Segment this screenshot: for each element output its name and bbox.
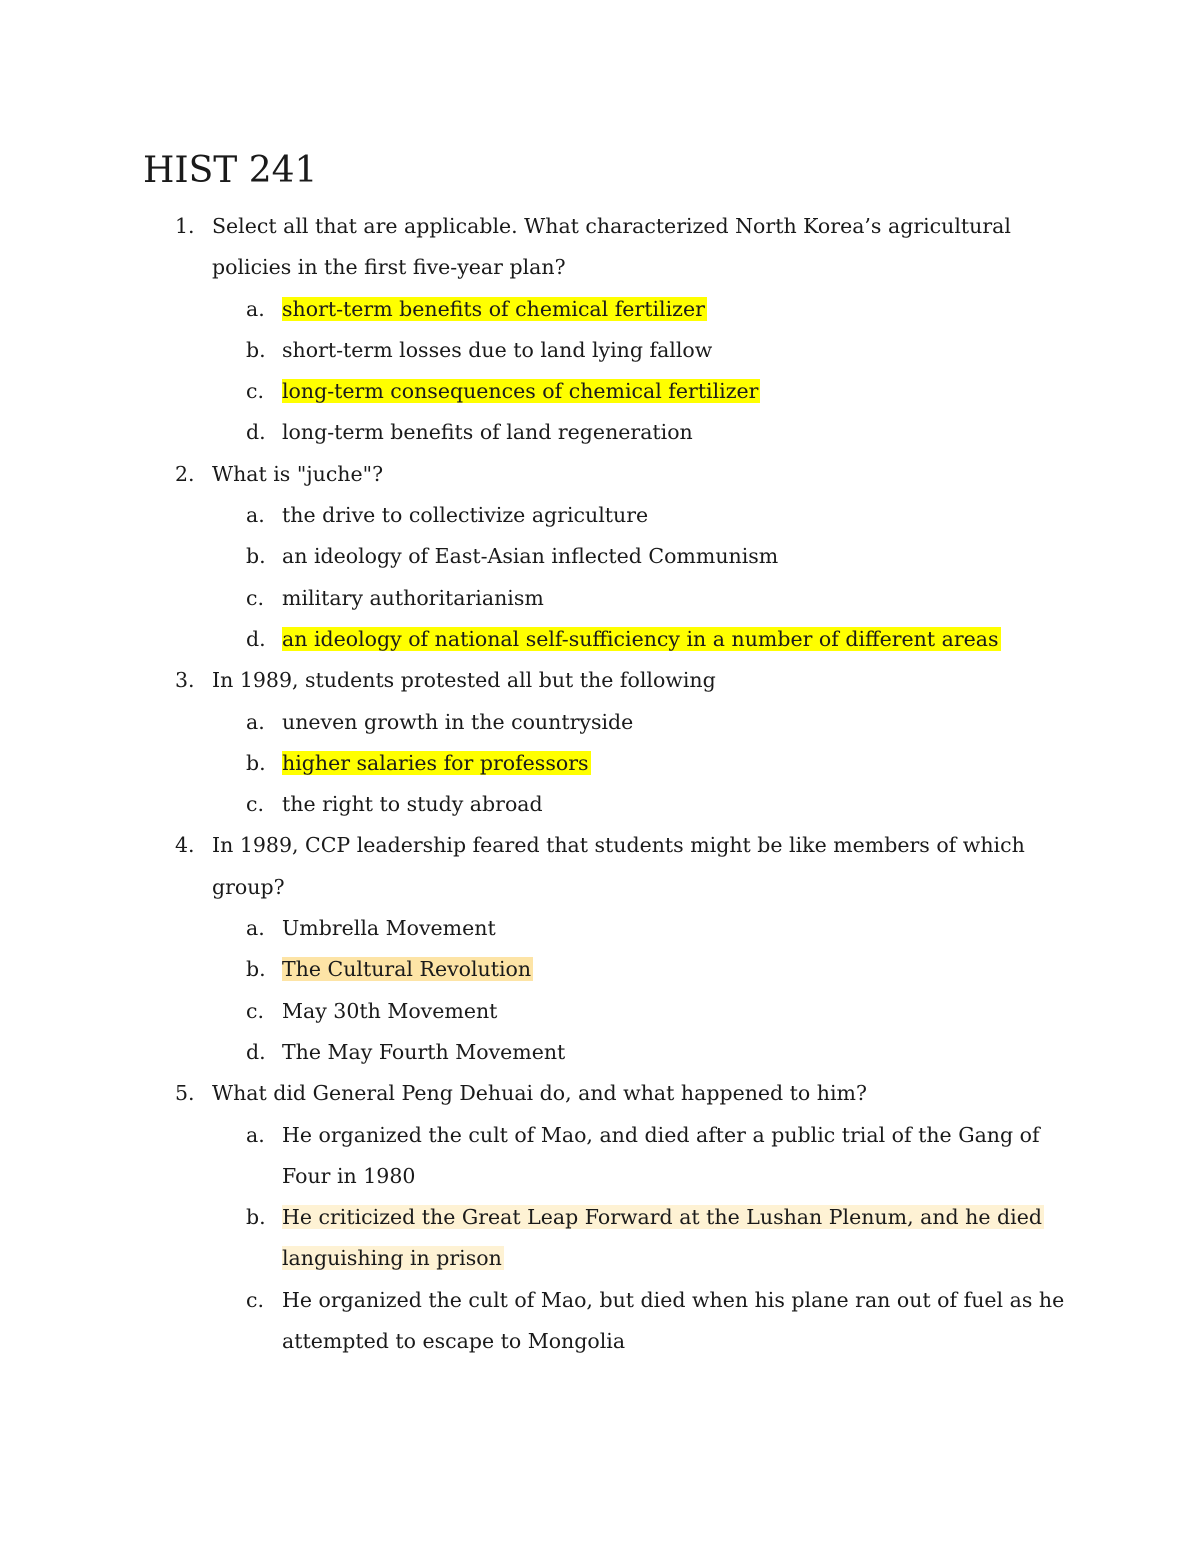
option-list xyxy=(212,1115,1073,1363)
option-text: the drive to collectivize agriculture xyxy=(282,503,649,528)
question-text: In 1989, CCP leadership feared that students might be like members of which group? xyxy=(212,833,1025,899)
option-4b xyxy=(212,949,1073,990)
highlight-mark xyxy=(246,379,760,404)
option-text: an ideology of East-Asian inflected Communism xyxy=(282,544,779,569)
highlight-mark xyxy=(246,626,1001,651)
question-number: 2. xyxy=(175,461,195,486)
option-1b xyxy=(212,330,1073,371)
option-text: He organized the cult of Mao, but died when his plane ran out of fuel as he attempted to escape to Mongolia xyxy=(282,1287,1065,1354)
option-2d xyxy=(212,619,1073,660)
option-text: higher salaries for professors xyxy=(282,750,589,775)
option-1c xyxy=(212,371,1073,412)
option-4d xyxy=(212,1032,1073,1073)
option-1d xyxy=(212,412,1073,453)
question-4 xyxy=(143,825,1073,1073)
document-title: HIST 241 xyxy=(143,150,318,191)
option-letter: c. xyxy=(246,585,264,610)
option-3c xyxy=(212,784,1073,825)
option-text: military authoritarianism xyxy=(282,585,544,610)
option-list xyxy=(212,702,1073,826)
option-list xyxy=(212,495,1073,660)
option-letter: b. xyxy=(246,544,266,569)
option-4a xyxy=(212,908,1073,949)
option-letter: b. xyxy=(246,957,266,982)
question-text: What is "juche"? xyxy=(212,461,384,486)
option-text: Umbrella Movement xyxy=(282,916,496,941)
option-2c xyxy=(212,578,1073,619)
highlight-mark xyxy=(246,750,591,775)
option-letter: c. xyxy=(246,379,264,404)
option-text: the right to study abroad xyxy=(282,792,543,817)
question-5 xyxy=(143,1073,1073,1362)
question-2 xyxy=(143,454,1073,660)
option-letter: a. xyxy=(246,916,265,941)
option-4c xyxy=(212,991,1073,1032)
option-text: short-term benefits of chemical fertilizer xyxy=(282,296,705,321)
option-text: an ideology of national self-sufficiency in a number of different areas xyxy=(282,626,999,651)
highlight-mark xyxy=(246,296,707,321)
option-letter: b. xyxy=(246,750,266,775)
option-text: The May Fourth Movement xyxy=(282,1039,566,1064)
option-list xyxy=(212,908,1073,1073)
question-1 xyxy=(143,206,1073,454)
question-number: 1. xyxy=(175,214,195,238)
question-text: Select all that are applicable. What characterized North Korea’s agricultural policies in the first five-year plan? xyxy=(212,214,1011,280)
question-number: 3. xyxy=(175,668,195,693)
option-list xyxy=(212,289,1073,454)
option-3b xyxy=(212,743,1073,784)
option-5a xyxy=(212,1115,1073,1198)
option-text: long-term consequences of chemical fertilizer xyxy=(282,379,759,404)
option-1a xyxy=(212,289,1073,330)
option-text: long-term benefits of land regeneration xyxy=(282,420,693,445)
option-letter: d. xyxy=(246,626,266,651)
option-3a xyxy=(212,702,1073,743)
question-3 xyxy=(143,660,1073,825)
option-letter: d. xyxy=(246,1039,266,1064)
option-letter: a. xyxy=(246,709,265,734)
option-text: May 30th Movement xyxy=(282,998,498,1023)
option-text: The Cultural Revolution xyxy=(282,957,532,982)
option-text: short-term losses due to land lying fallow xyxy=(282,337,713,362)
option-text: He criticized the Great Leap Forward at the Lushan Plenum, and he died languishing in prison xyxy=(282,1205,1042,1271)
highlight-mark xyxy=(246,957,533,982)
option-letter: a. xyxy=(246,296,265,321)
option-letter: a. xyxy=(246,1122,265,1147)
option-letter: b. xyxy=(246,1205,266,1230)
question-text: What did General Peng Dehuai do, and what happened to him? xyxy=(212,1081,867,1106)
question-number: 5. xyxy=(175,1081,195,1106)
option-letter: c. xyxy=(246,1287,264,1312)
option-letter: c. xyxy=(246,998,264,1023)
question-number: 4. xyxy=(175,833,195,858)
option-5b xyxy=(212,1197,1073,1280)
option-letter: c. xyxy=(246,792,264,817)
option-5c xyxy=(212,1280,1073,1363)
option-2b xyxy=(212,536,1073,577)
question-text: In 1989, students protested all but the following xyxy=(212,668,716,693)
option-text: uneven growth in the countryside xyxy=(282,709,634,734)
highlight-mark xyxy=(246,1205,1044,1271)
option-2a xyxy=(212,495,1073,536)
option-letter: b. xyxy=(246,337,266,362)
question-list xyxy=(143,206,1073,1362)
option-letter: a. xyxy=(246,503,265,528)
option-text: He organized the cult of Mao, and died after a public trial of the Gang of Four in 1980 xyxy=(282,1122,1040,1188)
option-letter: d. xyxy=(246,420,266,445)
